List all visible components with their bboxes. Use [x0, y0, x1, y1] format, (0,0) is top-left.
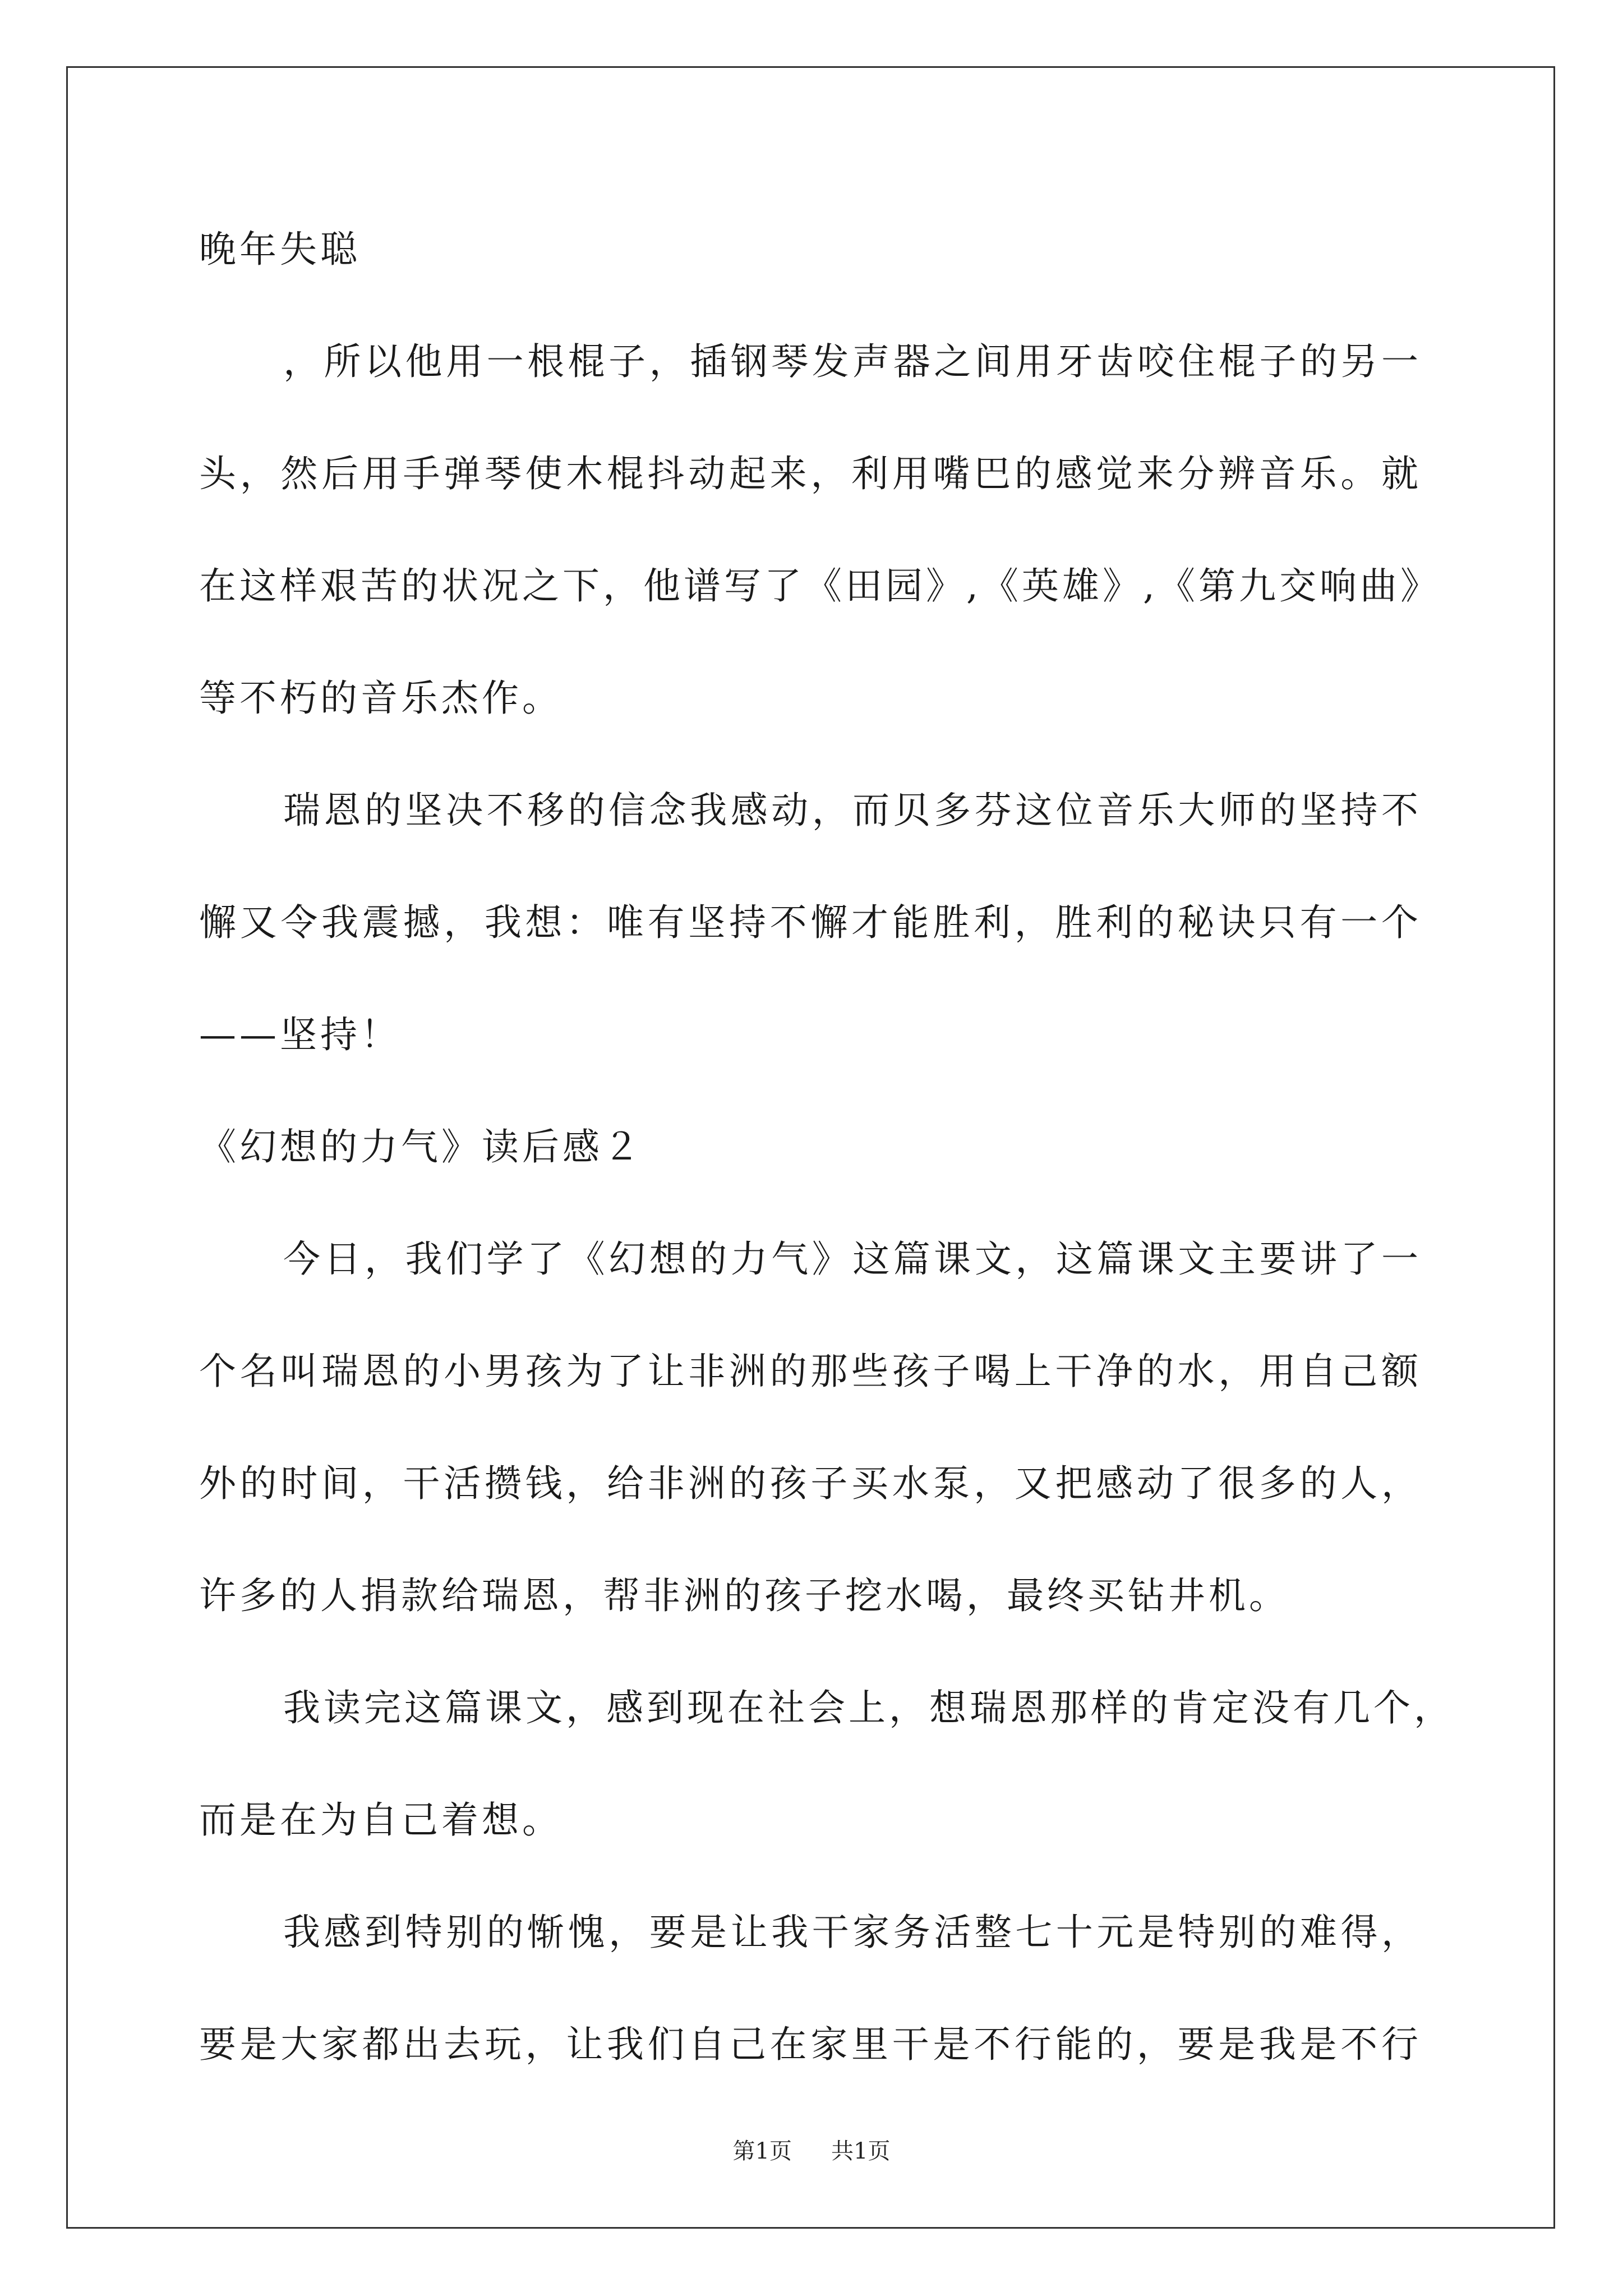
text-line-13: 许多的人捐款给瑞恩，帮非洲的孩子挖水喝，最终买钻井机。	[199, 1574, 1289, 1617]
text-line-2: ，所以他用一根棍子，插钢琴发声器之间用牙齿咬住棍子的另一	[283, 340, 1422, 383]
text-line-4: 在这样艰苦的状况之下，他谱写了《田园》,《英雄》,《第九交响曲》	[199, 564, 1441, 608]
text-line-12: 外的时间，干活攒钱，给非洲的孩子买水泵，又把感动了很多的人，	[199, 1462, 1422, 1505]
text-line-15: 而是在为自己着想。	[199, 1798, 562, 1842]
text-line-10: 今日，我们学了《幻想的力气》这篇课文，这篇课文主要讲了一	[283, 1237, 1422, 1281]
text-line-14: 我读完这篇课文，感到现在社会上，想瑞恩那样的肯定没有几个，	[283, 1686, 1454, 1729]
page-number: 第1页	[732, 2138, 792, 2164]
section-heading: 《幻想的力气》读后感２	[199, 1125, 643, 1168]
text-line-1: 晚年失聪	[199, 228, 361, 271]
page-footer	[0, 2133, 1623, 2165]
text-line-8: ——坚持！	[199, 1013, 401, 1056]
text-line-11: 个名叫瑞恩的小男孩为了让非洲的那些孩子喝上干净的水，用自己额	[199, 1350, 1422, 1393]
text-line-3: 头，然后用手弹琴使木棍抖动起来，利用嘴巴的感觉来分辨音乐。就	[199, 452, 1422, 495]
text-line-5: 等不朽的音乐杰作。	[199, 677, 562, 720]
text-line-7: 懈又令我震撼，我想：唯有坚持不懈才能胜利，胜利的秘诀只有一个	[199, 901, 1422, 944]
text-line-16: 我感到特别的惭愧，要是让我干家务活整七十元是特别的难得，	[283, 1911, 1422, 1954]
text-line-6: 瑞恩的坚决不移的信念我感动，而贝多芬这位音乐大师的坚持不	[283, 789, 1422, 832]
page-total: 共1页	[831, 2138, 891, 2164]
text-line-17: 要是大家都出去玩，让我们自己在家里干是不行能的，要是我是不行	[199, 2023, 1422, 2066]
